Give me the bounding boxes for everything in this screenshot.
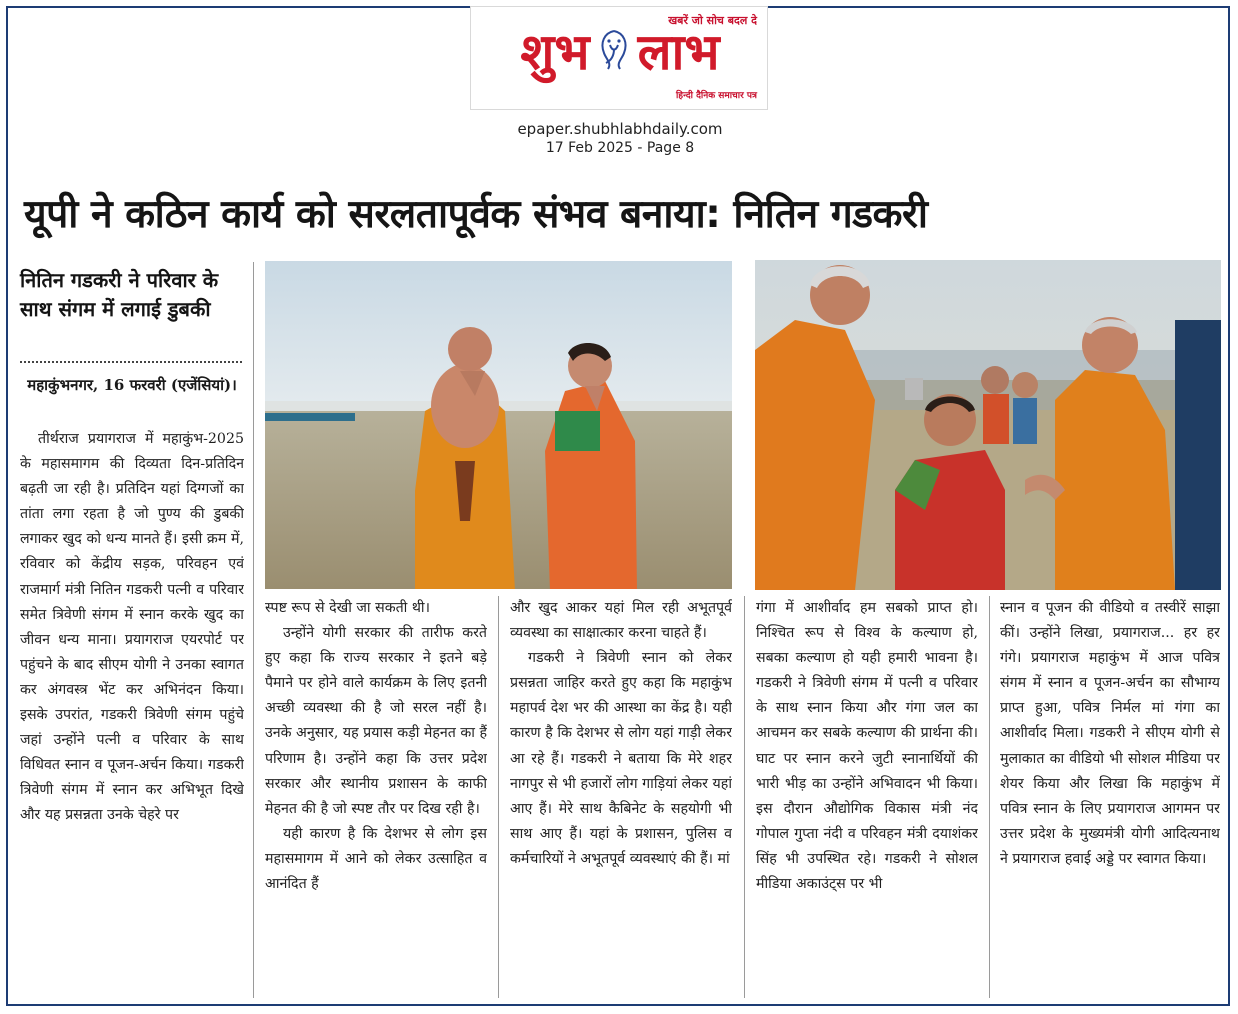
masthead-tagline: खबरें जो सोच बदल दे: [668, 14, 757, 27]
paragraph: गडकरी ने त्रिवेणी स्नान को लेकर प्रसन्नता जाहिर करते हुए कहा कि महाकुंभ महापर्व देश भर की आस्था का केंद्र है। यही कारण है कि देशभर से लोग यहां गाड़ी लेकर आ रहे हैं। गडकरी ने बताया कि मेरे शहर नागपुर से भी हजारों लोग गाड़ियां लेकर यहां आए हैं। मेरे साथ कैबिनेट के सहयोगी भी साथ आए हैं। यहां के प्रशासन, पुलिस व कर्मचारियों ने अभूतपूर्व व्यवस्थाएं की हैं। मां: [510, 650, 732, 867]
divider: [20, 361, 242, 363]
epaper-url[interactable]: epaper.shubhlabhdaily.com: [517, 120, 723, 138]
paragraph: स्पष्ट रूप से देखी जा सकती थी।: [265, 600, 430, 616]
paragraph: गंगा में आशीर्वाद हम सबको प्राप्त हो। निश्चित रूप से विश्व के कल्याण हो, सबका कल्याण हो यही हमारी भावना है। गडकरी ने त्रिवेणी संगम में पत्नी व परिवार के साथ स्नान किया और गंगा जल का आचमन कर सबके कल्याण की प्रार्थना की। घाट पर स्नान करने जुटी स्नानार्थियों की भारी भीड़ का उन्होंने अभिवादन भी किया। इस दौरान औद्योगिक विकास मंत्री नंद गोपाल गुप्ता नंदी व परिवहन मंत्री दयाशंकर सिंह भी उपस्थित रहे। गडकरी ने सोशल मीडिया अकाउंट्स पर भी: [756, 600, 978, 893]
paragraph: और खुद आकर यहां मिल रही अभूतपूर्व व्यवस्था का साक्षात्कार करना चाहते हैं।: [510, 600, 732, 642]
column-rule: [498, 596, 499, 998]
article-subheadline: नितिन गडकरी ने परिवार के साथ संगम में लगाई डुबकी: [20, 268, 219, 321]
article-headline: यूपी ने कठिन कार्य को सरलतापूर्वक संभव बनाया: नितिन गडकरी: [24, 192, 928, 237]
photo-gadkari-couple-sangam: [265, 261, 732, 589]
paragraph: तीर्थराज प्रयागराज में महाकुंभ-2025 के महासमागम की दिव्यता दिन-प्रतिदिन बढ़ती जा रही है। प्रतिदिन यहां दिग्गजों का तांता लगा रहता है जो पुण्य की डुबकी लगाकर खुद को धन्य मानते हैं। इसी क्रम में, रविवार को केंद्रीय सड़क, परिवहन एवं राजमार्ग मंत्री नितिन गडकरी पत्नी व परिवार समेत त्रिवेणी संगम में स्नान करके खुद का जीवन धन्य माना। प्रयागराज एयरपोर्ट पर पहुंचने के बाद सीएम योगी ने उनका स्वागत कर अंगवस्त्र भेंट कर अभिनंदन किया। इसके उपरांत, गडकरी त्रिवेणी संगम पहुंचे जहां उन्होंने पत्नी व परिवार के साथ विधिवत स्नान व पूजन-अर्चन किया। गडकरी त्रिवेणी संगम में स्नान कर अभिभूत दिखे और यह प्रसन्नता उनके चेहरे पर: [20, 431, 244, 824]
ganesha-emblem-icon: [594, 27, 634, 77]
paragraph: यही कारण है कि देशभर से लोग इस महासमागम में आने को लेकर उत्साहित व आनंदित हैं: [265, 825, 487, 893]
paragraph: स्नान व पूजन की वीडियो व तस्वीरें साझा कीं। उन्होंने लिखा, प्रयागराज... हर हर गंगे। प्रयागराज महाकुंभ में आज पवित्र संगम में स्नान व पूजन-अर्चन का सौभाग्य प्राप्त हुआ, पवित्र निर्मल मां गंगा का आशीर्वाद मिला। गडकरी ने सीएम योगी से मुलाकात का वीडियो भी सोशल मीडिया पर शेयर किया और लिखा कि महाकुंभ में पवित्र स्नान के लिए प्रयागराज आगमन पर उत्तर प्रदेश के मुख्यमंत्री योगी आदित्यनाथ ने प्रयागराज हवाई अड्डे पर स्वागत किया।: [1000, 600, 1220, 867]
column-rule: [253, 262, 254, 998]
newspaper-logo: [477, 23, 763, 81]
column-rule: [744, 596, 745, 998]
article-column-5: [1000, 596, 1220, 998]
article-column-3: [510, 596, 732, 998]
paragraph: उन्होंने योगी सरकार की तारीफ करते हुए कहा कि राज्य सरकार ने इतने बड़े पैमाने पर होने वाले कार्यक्रम के लिए इतनी अच्छी व्यवस्था की है जो सरल नहीं है। उनके अनुसार, यह प्रयास कड़ी मेहनत का हैं परिणाम है। उन्होंने कहा कि उत्तर प्रदेश सरकार और स्थानीय प्रशासन के काफी मेहनत की है जो स्पष्ट तौर पर दिख रही है।: [265, 625, 487, 817]
article-column-2: [265, 596, 487, 998]
edition-date-page: 17 Feb 2025 - Page 8: [545, 140, 695, 156]
article-column-1: [20, 427, 244, 997]
masthead-subtagline: हिन्दी दैनिक समाचार पत्र: [675, 91, 757, 101]
article-dateline: महाकुंभनगर, 16 फरवरी (एजेंसियां)।: [27, 376, 237, 394]
logo-word-right: लाभ: [637, 23, 720, 81]
photo-gadkari-ritual-aachaman: [755, 260, 1221, 590]
column-rule: [989, 596, 990, 998]
article-column-4: [756, 596, 978, 998]
logo-word-left: शुभ: [520, 23, 590, 81]
masthead: [470, 6, 768, 110]
